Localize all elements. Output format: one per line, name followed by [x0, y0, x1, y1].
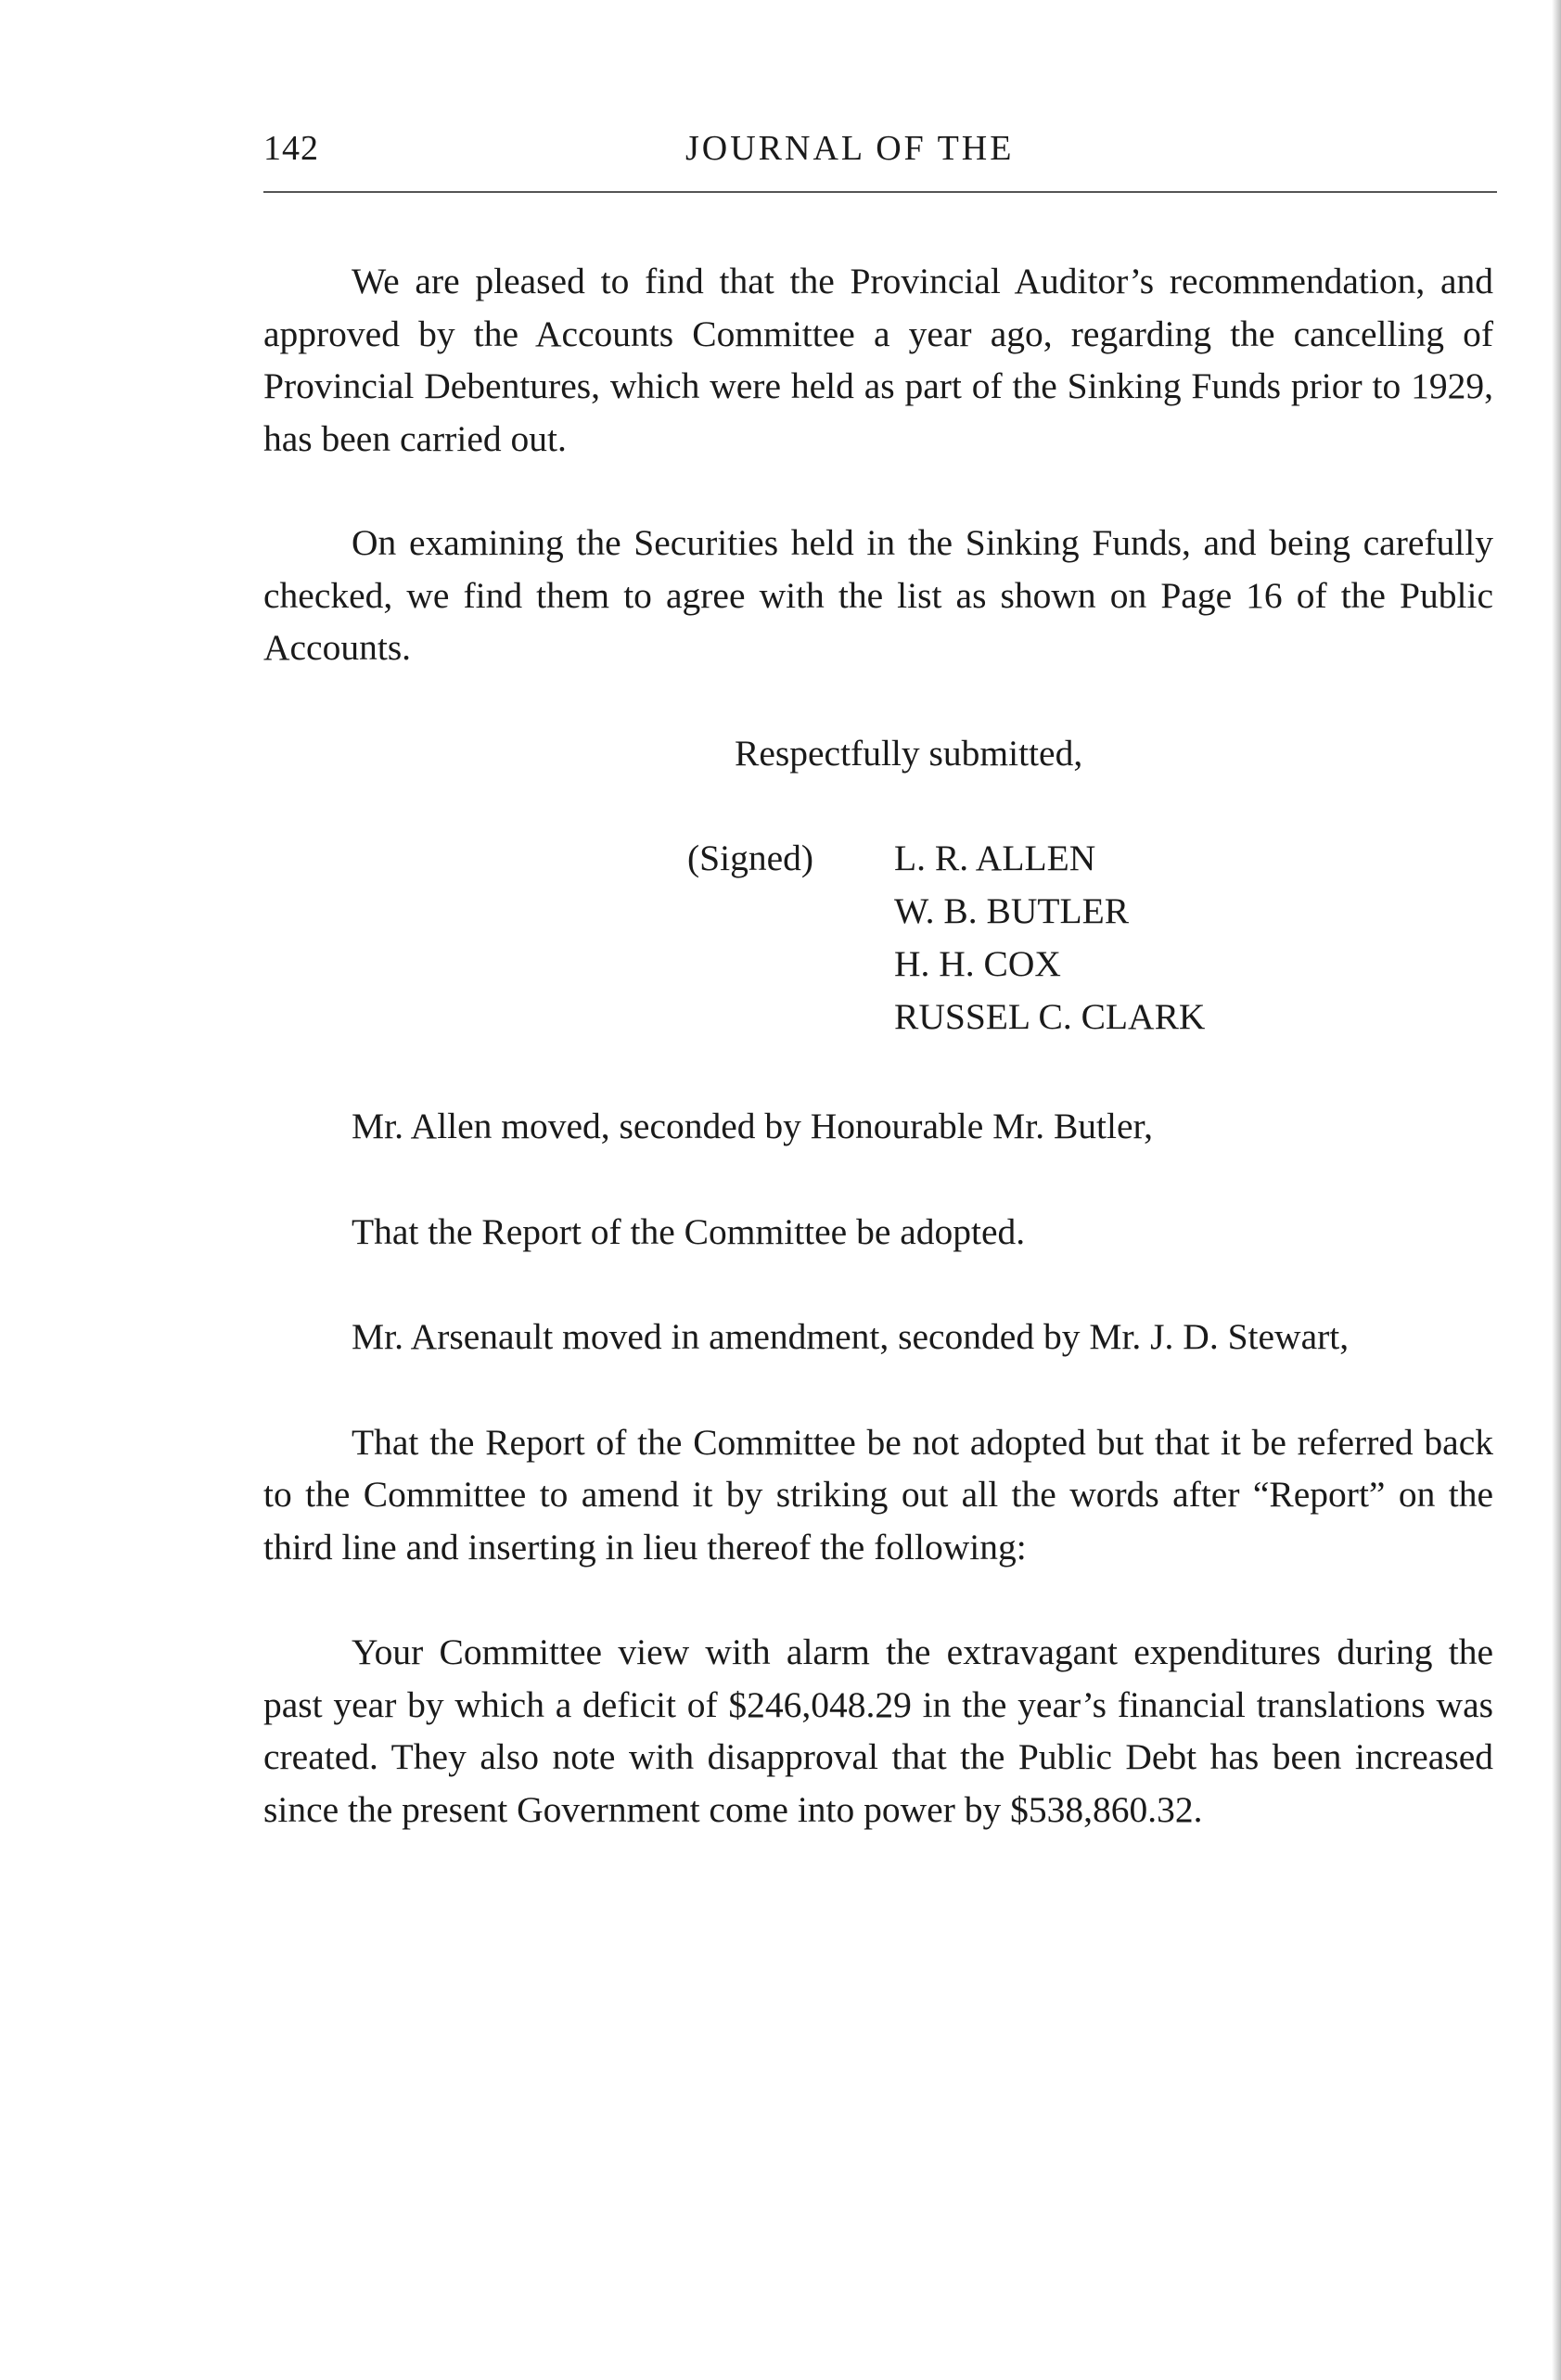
- signers-list: [894, 832, 1205, 1043]
- signature-block: [263, 832, 1493, 1047]
- paragraph-motion: Mr. Allen moved, seconded by Honourable Mr. Butler,: [352, 1106, 1153, 1146]
- paragraph-amendment: Mr. Arsenault moved in amendment, seconded by Mr. J. D. Stewart,: [352, 1316, 1350, 1357]
- closing-salutation: Respectfully submitted,: [735, 732, 1083, 774]
- signed-label: (Signed): [687, 838, 814, 878]
- page-number: 142: [263, 129, 319, 168]
- paragraph-inserted-text: Your Committee view with alarm the extravagant expenditures during the past year by which a deficit of $246,048.29 in the year’s financial translations was created. They also note with disapproval that the Public Debt has been increased since the present Government come into power by $538,860.32.: [263, 1631, 1493, 1830]
- signer-name: W. B. BUTLER: [894, 890, 1130, 931]
- signer-name: L. R. ALLEN: [894, 838, 1096, 878]
- header-rule: [263, 191, 1497, 193]
- paragraph-securities-check: On examining the Securities held in the Sinking Funds, and being carefully checked, we find them to agree with the list as shown on Page 16 of the Public Accounts.: [263, 522, 1493, 668]
- signer-name: H. H. COX: [894, 943, 1061, 984]
- paragraph-amendment-text: That the Report of the Committee be not adopted but that it be referred back to the Committee to amend it by striking out all the words after “Report” on the third line and inserting in lieu thereof the following:: [263, 1421, 1493, 1567]
- paragraph-auditor-recommendation: We are pleased to find that the Provincial Auditor’s recommendation, and approved by the Accounts Committee a year ago, regarding the cancelling of Provincial Debentures, which were held as part of the Sinking Funds prior to 1929, has been carried out.: [263, 261, 1493, 459]
- signer-name: RUSSEL C. CLARK: [894, 996, 1206, 1037]
- running-title: JOURNAL OF THE: [685, 129, 1015, 168]
- page-body: [263, 255, 1493, 1836]
- page-edge-shadow: [1552, 0, 1561, 2380]
- page-header: [263, 128, 1497, 184]
- paragraph-motion-text: That the Report of the Committee be adopted.: [352, 1210, 1026, 1252]
